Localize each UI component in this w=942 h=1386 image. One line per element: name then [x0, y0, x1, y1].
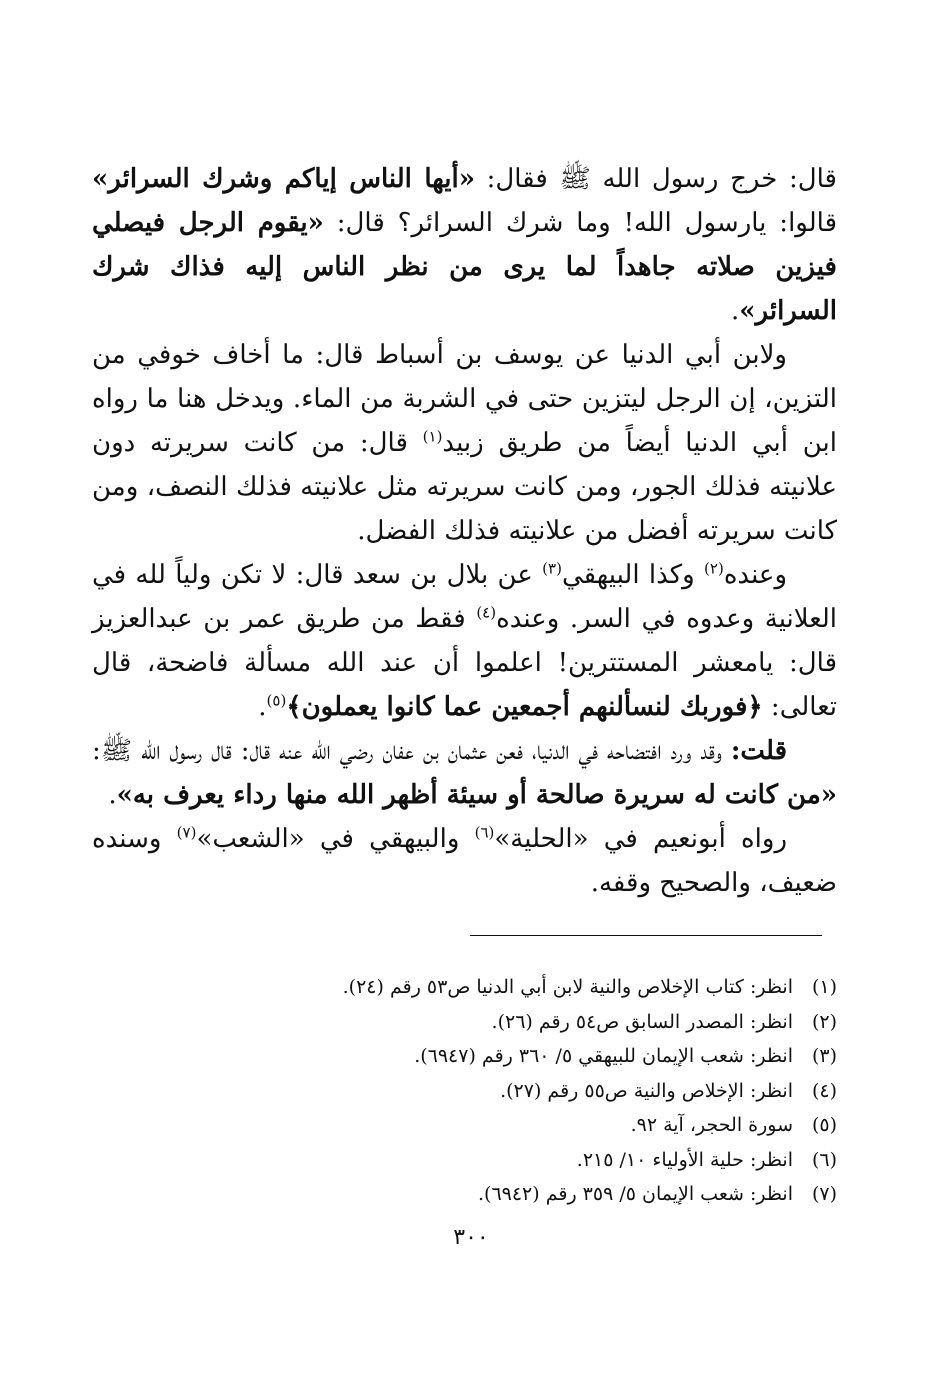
footnote-text: انظر: الإخلاص والنية ص٥٥ رقم (٢٧). — [500, 1079, 793, 1102]
text-segment: وعنده — [723, 560, 787, 590]
footnote-text: انظر: حلية الأولياء ١٠/ ٢١٥. — [576, 1148, 793, 1171]
footnote-reference: (٦) — [474, 823, 495, 842]
footnote-number: (٥) — [811, 1114, 837, 1136]
footnote — [97, 1177, 837, 1212]
footnote-number: (١) — [811, 976, 837, 998]
footnote-reference: (٧) — [176, 823, 197, 842]
footnote-divider — [470, 935, 822, 936]
text-segment: فقط من طريق عمر بن عبدالعزيز قال: يامعشر المستترين! اعلموا أن عند الله مسألة فاضحة، قال تعالى: — [92, 604, 837, 722]
emphasized-text: قلت: — [730, 736, 787, 766]
footnote — [97, 970, 837, 1005]
main-text — [92, 157, 837, 905]
emphasized-text: «يقوم الرجل فيصلي فيزين صلاته جاهداً لما يرى من نظر الناس إليه فذاك شرك السرائر» — [92, 208, 837, 326]
paragraph — [92, 157, 837, 333]
paragraph — [92, 333, 837, 553]
footnote-reference: (٥) — [266, 691, 287, 710]
footnote-reference: (٣) — [542, 559, 562, 578]
text-segment: . — [730, 296, 740, 326]
footnote-text: سورة الحجر، آية ٩٢. — [630, 1114, 793, 1136]
text-segment: رواه أبونعيم في «الحلية» — [494, 824, 787, 854]
text-segment: وسنده ضعيف، والصحيح وقفه. — [92, 824, 837, 898]
paragraph — [92, 817, 837, 905]
footnote-reference: (٢) — [704, 559, 724, 578]
text-segment: . — [108, 780, 117, 810]
footnote-text: انظر: شعب الإيمان للبيهقي ٥/ ٣٦٠ رقم (٦٩٤٧). — [414, 1045, 793, 1067]
footnote — [97, 1074, 837, 1109]
footnote-number: (٣) — [811, 1045, 837, 1067]
footnote-text: انظر: شعب الإيمان ٥/ ٣٥٩ رقم (٦٩٤٢). — [477, 1183, 793, 1205]
text-segment: . — [258, 692, 267, 722]
text-segment: وكذا البيهقي — [561, 560, 705, 590]
footnote-number: (٢) — [811, 1010, 837, 1033]
footnote — [97, 1005, 837, 1040]
text-segment: قال: خرج رسول الله ﷺ فقال: — [474, 164, 837, 194]
footnote — [97, 1143, 837, 1178]
text-segment: قالوا: يارسول الله! وما شرك السرائر؟ قال: — [323, 208, 837, 238]
footnote-text: انظر: كتاب الإخلاص والنية لابن أبي الدنيا ص٥٣ رقم (٢٤). — [342, 976, 793, 998]
footnote — [97, 1039, 837, 1074]
emphasized-text: «أيها الناس إياكم وشرك السرائر» — [92, 164, 475, 194]
page-number: ٣٠٠ — [453, 1225, 489, 1250]
footnote-number: (٦) — [811, 1148, 837, 1171]
footnote-reference: (٤) — [476, 603, 497, 622]
footnote-reference: (١) — [422, 427, 443, 446]
text-segment: والبيهقي في «الشعب» — [196, 824, 475, 854]
paragraph — [92, 553, 837, 729]
footnote-number: (٧) — [811, 1183, 837, 1205]
footnote — [97, 1108, 837, 1143]
emphasized-text: ﴿فوربك لنسألنهم أجمعين عما كانوا يعملون﴾ — [286, 692, 763, 722]
text-segment: وقد ورد افتضاحه في الدنيا، فعن عثمان بن عفان رضي الله عنه قال: قال رسول الله ﷺ: — [92, 736, 731, 766]
paragraph — [92, 729, 837, 817]
footnote-number: (٤) — [811, 1079, 837, 1102]
text-segment: ولابن أبي الدنيا عن يوسف بن أسباط قال: ما أخاف خوفي من التزين، إن الرجل ليتزين حتى في الشربة من الماء. ويدخل هنا ما رواه ابن أبي الدنيا أيضاً من طريق زبيد — [92, 340, 837, 458]
footnotes — [97, 970, 837, 1212]
text-segment: عن بلال بن سعد قال: لا تكن ولياً لله في العلانية وعدوه في السر. وعنده — [92, 560, 837, 634]
text-segment: قال: من كانت سريرته دون علانيته فذلك الجور، ومن كانت سريرته مثل علانيته فذلك النصف، ومن كانت سريرته أفضل من علانيته فذلك الفضل. — [92, 428, 837, 546]
emphasized-text: «من كانت له سريرة صالحة أو سيئة أظهر الله منها رداء يعرف به» — [116, 780, 837, 810]
footnote-text: انظر: المصدر السابق ص٥٤ رقم (٢٦). — [491, 1010, 793, 1033]
